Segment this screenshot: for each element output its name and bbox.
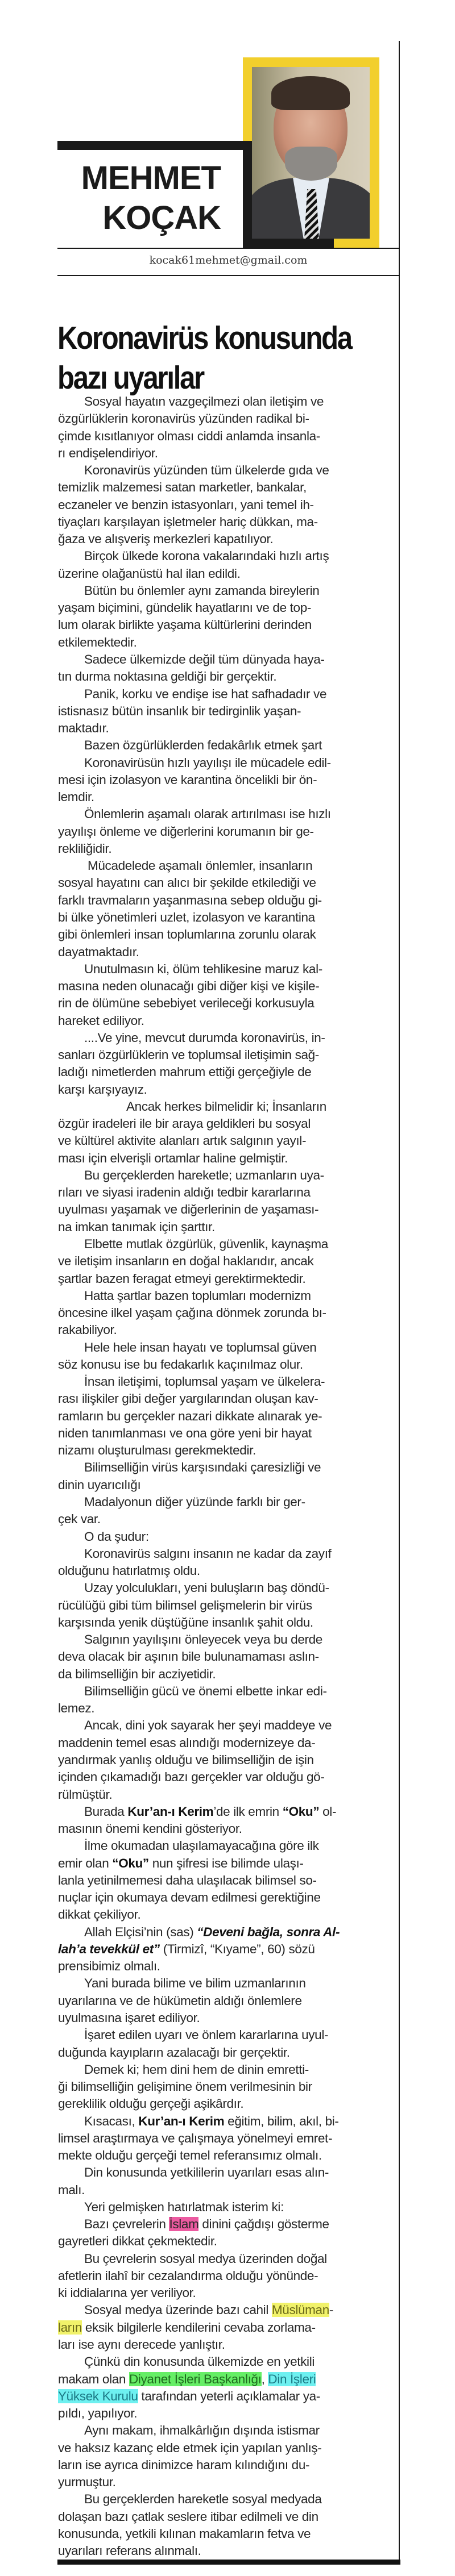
text-segment: Kısacası, [84,2114,139,2128]
article-line: Çünkü din konusunda ülkemizde en yetkili [84,2354,315,2369]
article-line: Demek ki; hem dini hem de dinin emretti- [84,2062,309,2077]
article-line: temizlik malzemesi satan marketler, bankalar, [58,480,307,495]
article-paragraph [58,1683,399,1718]
article-line: da bilimselliğin bir acziyetidir. [58,1666,216,1681]
photo-hair [271,76,350,110]
text-segment: makam olan [58,2371,129,2386]
text-segment: ol- [319,1804,337,1819]
divider [57,275,399,276]
text-segment: eğitim, bilim, akıl, bi- [224,2114,339,2128]
article-line: ları ise aynı derecede yanlıştır. [58,2337,225,2352]
article-line: ların ise ayrıca dinimizce haram kılındığını du- [58,2457,310,2472]
article-line: Madalyonun diğer yüzünde farklı bir ger- [84,1495,305,1509]
article-line: dayatmaktadır. [58,944,139,959]
author-photo [252,67,370,239]
text-segment: emir olan [58,1856,113,1870]
article-line: bi ülke yönetimleri uzlet, izolasyon ve karantina [58,910,315,924]
article-line: söz konusu ise bu fedakarlık kaçınılmaz olur. [58,1357,303,1372]
article-line: gereklilik olduğu gerçeği aşikârdır. [58,2096,244,2111]
article-paragraph [58,1717,399,1803]
article-paragraph [58,1579,399,1631]
article-line: uyarıları referans alınmalı. [58,2544,201,2558]
text-segment: dinini çağdışı gösterme [198,2217,329,2232]
article-paragraph [58,1373,399,1459]
article-line: üzerine olağanüstü hal ilan edildi. [58,566,241,581]
article-paragraph [58,462,399,548]
article-line: ....Ve yine, mevcut durumda koronavirüs, in- [84,1030,325,1045]
article-line: prensibimiz olmalı. [58,1959,160,1974]
article-line: Bazen özgürlüklerden fedakârlık etmek şart [84,738,322,753]
article-line: Bu gerçeklerden hareketle; uzmanların uya- [84,1168,324,1182]
column-bottom-bar [57,2560,400,2565]
article-line: limsel araştırmaya ve çalışmaya yönelmeyi emret- [58,2131,333,2145]
text-segment: Burada [84,1804,128,1819]
article-paragraph [58,2113,399,2165]
article-line: tiyaçları karşılayan işletmeler hariç dükkan, ma- [58,514,318,529]
article-line: masına neden olunacağı gibi diğer kişi ve kişile- [58,979,320,994]
text-segment: - [329,2303,334,2317]
article-body [58,393,399,2560]
article-line: masının önemi kendini gösteriyor. [58,1821,242,1836]
article-line: Bu gerçeklerden hareketle sosyal medyada [84,2492,322,2507]
article-line: Sadece ülkemizde değil tüm dünyada haya- [84,652,325,666]
article-line: hareket ediliyor. [58,1013,144,1028]
article-paragraph [58,961,399,1029]
article-line: Din konusunda yetkililerin uyarıları esas alın- [84,2165,329,2180]
text-segment: Sosyal medya üzerinde bazı cahil [84,2303,272,2317]
article-paragraph [58,2199,399,2216]
article-line [58,2388,399,2405]
article-line: Yani burada bilime ve bilim uzmanlarının [84,1976,306,1991]
emphasized-text: “Deveni bağla, sonra Al- [197,1924,340,1939]
article-line: özgürlüklerin koronavirüs yüzünden radikal bi- [58,411,309,426]
article-line: rülmüştür. [58,1787,113,1802]
article-line: lum olarak birlikte yaşama kültürlerini derinden [58,618,312,632]
photo-beard [285,147,337,181]
article-paragraph [58,2061,399,2113]
article-paragraph [58,1029,399,1098]
article-line: ve kültürel aktivite alanları artık salgının yayıl- [58,1133,307,1148]
article-line: Bütün bu önlemler aynı zamanda bireylerin [84,583,320,598]
article-line: Elbette mutlak özgürlük, güvenlik, kaynaşma [84,1237,328,1252]
article-line: rıları ve siyasi iradenin aldığı tedbir kararlarına [58,1185,311,1200]
highlighted-text: Din İşleri [268,2371,316,2386]
article-line: rası ilişkiler gibi değer yargılarından oluşan kav- [58,1391,318,1406]
text-segment: Allah Elçisi’nin (sas) [84,1924,197,1939]
photo-frame-accent [243,141,253,248]
article-line: nizamı oluşturulması gerekmektedir. [58,1443,256,1458]
article-line: malı. [58,2182,85,2197]
article-line: İnsan iletişimi, toplumsal yaşam ve ülkelera- [84,1374,325,1389]
text-segment: Bazı çevrelerin [84,2217,169,2232]
article-paragraph [58,1287,399,1339]
article-line: Bilimselliğin virüs karşısındaki çaresizliği ve [84,1460,321,1475]
header-bar [57,141,245,150]
article-paragraph [58,2250,399,2302]
article-line: Uzay yolculukları, yeni buluşların baş döndü- [84,1581,329,1595]
article-title [57,318,351,398]
article-line: dikkat çekiliyor. [58,1907,141,1922]
author-email[interactable]: kocak61mehmet@gmail.com [149,254,308,266]
highlighted-text: ların [58,2320,82,2335]
article-line [58,1941,399,1958]
article-line: karşısında yenik düştüğüne insanlık şahit oldu. [58,1615,313,1629]
article-line: rı endişelendiriyor. [58,445,158,460]
author-first-name: MEHMET [81,160,221,197]
article-line: özgür iradeleri ile bir araya geldikleri bu sosyal [58,1116,311,1131]
article-paragraph [58,755,399,806]
article-paragraph [58,2353,399,2422]
article-paragraph [58,1494,399,1528]
article-paragraph [58,1631,399,1683]
article-line [58,2302,399,2319]
title-line: Koronavirüs konusunda [57,320,351,357]
article-line: olduğunu hatırlatmış oldu. [58,1564,200,1578]
photo-frame-accent [243,239,334,248]
article-line: istisnasız bütün insanlık bir tedirginlik yaşan- [58,703,301,718]
article-line: ladığı nimetlerden mahrum ettiği gerçeğiyle de [58,1065,312,1079]
article-line: Koronavirüs yüzünden tüm ülkelerde gıda ve [84,463,329,478]
text-segment: nun şifresi ise bilimde ulaşı- [148,1856,304,1870]
article-paragraph [58,548,399,582]
article-paragraph [58,1167,399,1236]
article-line: öncesine ilkel yaşam çağına dönmek zorunda bı- [58,1306,326,1320]
article-paragraph [58,2491,399,2560]
article-line: Sosyal hayatın vazgeçilmezi olan iletişim ve [84,394,324,409]
article-paragraph [58,737,399,754]
text-segment: (Tirmizî, “Kıyame”, 60) sözü [159,1941,315,1956]
article-line: içinden çıkamadığı bazı gerçekler var olduğu gö- [58,1770,325,1785]
article-line: Panik, korku ve endişe ise hat safhadadır ve [84,686,327,701]
article-paragraph [58,2422,399,2491]
emphasized-text: Kur’an-ı Kerim [127,1804,214,1819]
article-paragraph [58,1236,399,1287]
article-line: rakabiliyor. [58,1323,117,1337]
article-line: tın durma noktasına geldiği bir gerçektir. [58,669,277,684]
article-line: eczaneler ve benzin istasyonları, yani temel ih- [58,497,314,512]
divider [57,248,399,249]
emphasized-text: Kur’an-ı Kerim [138,2114,225,2128]
article-line: lemez. [58,1701,95,1716]
article-line: ramların bu gerçekler nazari dikkate alınarak ye- [58,1408,322,1423]
article-paragraph [58,1975,399,2027]
article-paragraph [58,1098,399,1167]
article-line [58,2371,399,2388]
article-line: rin de ölümüne sebebiyet verileceği korkusuyla [58,996,315,1011]
article-line: yandırmak yanlış olduğu ve bilimselliğin de işin [58,1752,314,1767]
article-paragraph [58,2027,399,2061]
article-line: Birçok ülkede korona vakalarındaki hızlı artış [84,549,329,564]
article-paragraph [58,2216,399,2250]
article-paragraph [58,2164,399,2199]
article-line: Salgının yayılışını önleyecek veya bu derde [84,1632,322,1647]
article-line: dolaşan bazı çatlak seslere itibar edilmeli ve din [58,2509,318,2524]
article-paragraph [58,1528,399,1545]
article-paragraph [58,393,399,462]
article-line: Bilimselliğin gücü ve önemi elbette inkar edi- [84,1683,327,1698]
article-line: İşaret edilen uyarı ve önlem kararlarına uyul- [84,2028,329,2043]
article-line: yayılışı önleme ve diğerlerini korumanın bir ge- [58,824,314,839]
article-line: ve haksız kazanç elde etmek için yapılan yanlış- [58,2440,322,2455]
article-line: maddenin temel esas alındığı modernizeye da- [58,1735,316,1750]
article-line: Mücadelede aşamalı önlemler, insanların [88,858,313,873]
article-paragraph [58,1339,399,1374]
article-paragraph [58,686,399,737]
article-line: Hele hele insan hayatı ve toplumsal güven [84,1340,317,1354]
article-line: uyarılarına ve de hükümetin aldığı önlemlere [58,1993,302,2008]
article-line [58,1803,399,1820]
article-line: mekte olduğu gerçeği temel referansımız olmalı. [58,2148,322,2163]
article-line: ması için elverişli ortamlar haline gelmiştir. [58,1151,288,1165]
article-line: yurmuştur. [58,2475,116,2490]
article-line: konusunda, yetkili kılınan makamların fetva ve [58,2526,311,2541]
article-line: Koronavirüsün hızlı yayılışı ile mücadele edil- [84,755,331,770]
article-line: mesi için izolasyon ve karantina öncelikli bir ön- [58,772,317,787]
emphasized-text: “Oku” [112,1856,149,1870]
article-line: dinin uyarıcılığı [58,1477,141,1492]
article-line: deva olacak bir aşının bile bulunamaması aslın- [58,1649,319,1664]
article-line: farklı travmaların yaşanmasına sebep olduğu gi- [58,893,322,907]
emphasized-text: lah’a tevekkül et” [58,1941,160,1956]
article-line: Önlemlerin aşamalı olarak artırılması ise hızlı [84,807,331,822]
article-paragraph [58,806,399,857]
article-paragraph [58,857,399,961]
article-line: Ancak, dini yok sayarak her şeyi maddeye ve [84,1718,332,1733]
highlighted-text: Yüksek Kurulu [58,2389,138,2403]
article-paragraph [58,1803,399,1838]
text-segment: tarafından yeterli açıklamalar ya- [138,2389,320,2403]
article-line [58,1924,399,1941]
article-line [58,2319,399,2336]
text-segment: , [261,2371,268,2386]
article-line: ki iddialarına yer veriliyor. [58,2286,196,2300]
article-line: pıldı, yapılıyor. [58,2406,138,2421]
article-line: Unutulmasın ki, ölüm tehlikesine maruz kal- [84,961,322,976]
article-paragraph [58,1459,399,1494]
article-line: rücülüğü gibi tüm bilimsel gelişmelerin bir virüs [58,1598,312,1612]
article-line: çek var. [58,1512,101,1527]
article-line: ği bilimselliğin gelişimine önem verilmesinin bir [58,2079,312,2094]
emphasized-text: “Oku” [282,1804,320,1819]
highlighted-text: Müslüman [271,2303,329,2317]
text-segment: eksik bilgilerle kendilerini cevaba zorlama- [82,2320,316,2335]
article-paragraph [58,582,399,651]
article-line: duğunda kayıpların azalacağı bir gerçektir. [58,2045,290,2060]
article-line: yaşam biçimini, gündelik hayatlarını ve de top- [58,601,312,615]
article-line: gibi önlemleri insan toplumlarına zorunlu olarak [58,927,316,942]
title-line: bazı uyarılar [57,360,204,397]
article-line [58,1855,399,1872]
article-paragraph [58,2302,399,2353]
article-line: Aynı makam, ihmalkârlığın dışında istismar [84,2423,320,2438]
article-line: Hatta şartlar bazen toplumları modernizm [84,1288,311,1303]
article-line [58,2113,399,2130]
article-line: sosyal hayatını can alıcı bir şekilde etkilediği ve [58,876,316,890]
article-line: maktadır. [58,721,109,736]
article-line: lemdir. [58,790,94,805]
article-line: ve iletişim insanların en doğal haklarıdır, ancak [58,1254,314,1269]
article-paragraph [58,1545,399,1580]
article-line: uyulmasına işaret ediliyor. [58,2010,200,2025]
article-line: karşı karşıyayız. [58,1082,147,1097]
text-segment: ’de ilk emrin [213,1804,283,1819]
article-line: Ancak herkes bilmelidir ki; İnsanların [126,1099,326,1114]
article-line: Bu çevrelerin sosyal medya üzerinden doğal [84,2251,327,2266]
article-line: etkilemektedir. [58,635,137,649]
article-line: şartlar bazen feragat etmeyi gerektirmektedir. [58,1271,306,1286]
article-line: niden tanımlanması ve ona göre yeni bir hayat [58,1425,312,1440]
article-line: uyulması yaşamak ve diğerlerinin de yaşaması- [58,1202,319,1217]
article-line: lanla yetinilmemesi daha ulaşılacak bilimsel so- [58,1873,317,1887]
article-line: afetlerin ilahî bir cezalandırma olduğu yönünde- [58,2268,318,2283]
article-line: gayretleri dikkat çekmektedir. [58,2234,217,2249]
article-line [58,2216,399,2233]
highlighted-text: Diyanet İşleri Başkanlığı [129,2371,262,2386]
article-line: nuçlar için okumaya devam edilmesi gerektiğine [58,1890,321,1905]
article-line: ğaza ve alışveriş merkezleri kapatılıyor. [58,532,274,547]
highlighted-text: İslam [169,2217,199,2232]
article-line: İlme okumadan ulaşılamayacağına göre ilk [84,1839,319,1853]
article-line: na imkan tanımak için şarttır. [58,1219,215,1234]
article-paragraph [58,1837,399,1923]
author-last-name: KOÇAK [102,199,221,236]
article-line: rekliliğidir. [58,841,112,856]
article-line: sanları özgürlüklerin ve toplumsal iletişimin sağ- [58,1048,319,1062]
article-paragraph [58,651,399,686]
article-line: O da şudur: [84,1529,149,1544]
article-line: Yeri gelmişken hatırlatmak isterim ki: [84,2199,284,2214]
article-line: Koronavirüs salgını insanın ne kadar da zayıf [84,1546,332,1561]
article-paragraph [58,1924,399,1975]
article-line: çimde kısıtlanıyor olması ciddi anlamda insanla- [58,428,320,443]
